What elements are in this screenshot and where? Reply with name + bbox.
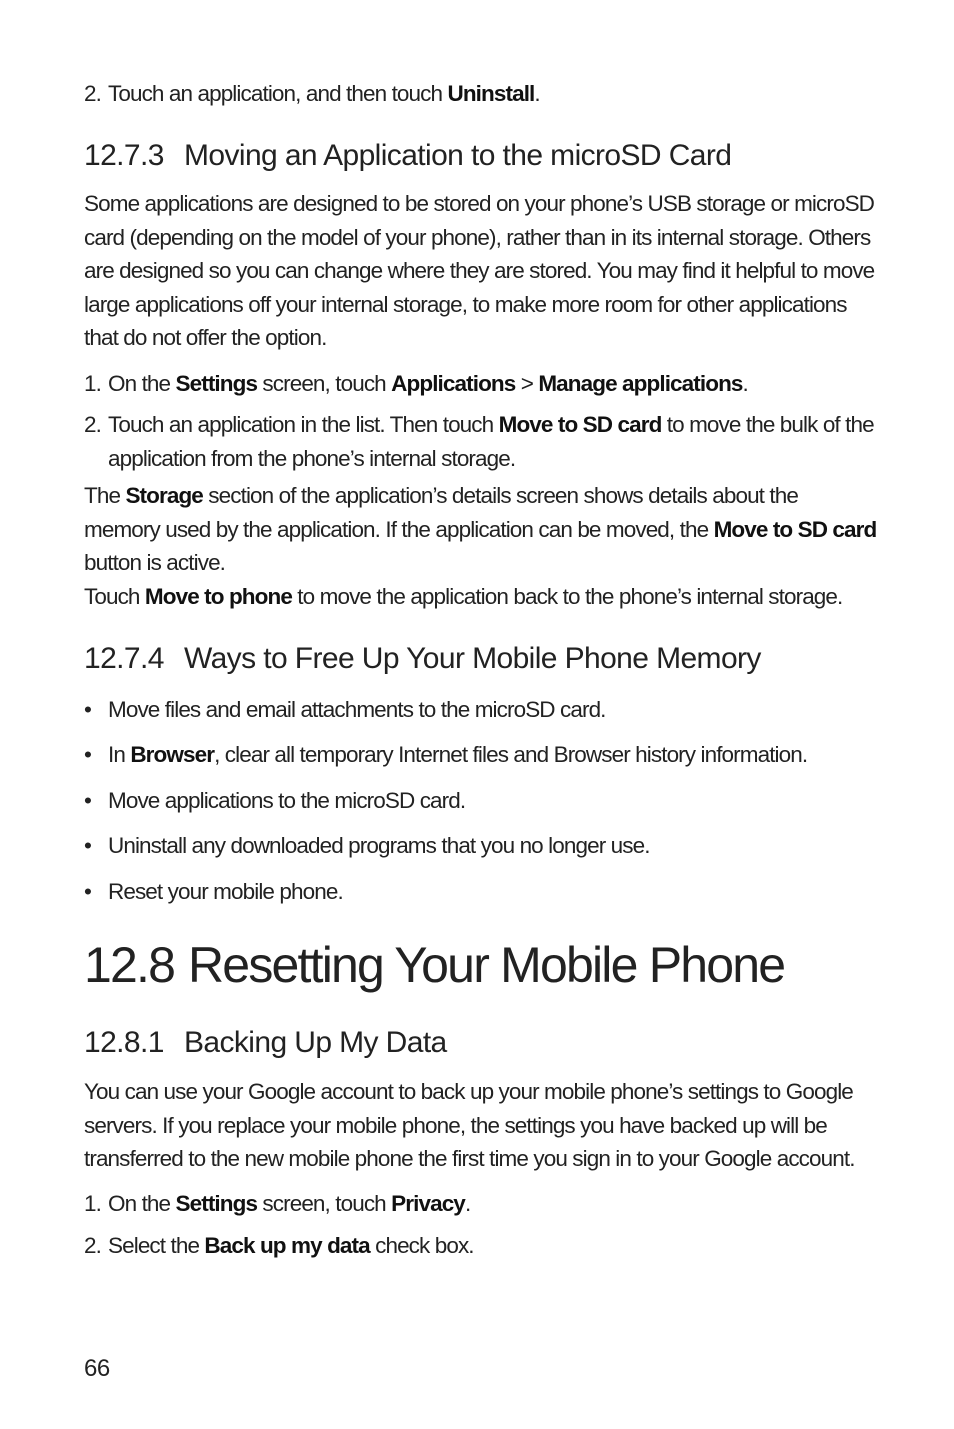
move-to-phone-paragraph: Touch Move to phone to move the application back to the phone’s internal storage. — [84, 584, 843, 609]
uninstall-term: Uninstall — [447, 81, 535, 106]
step-text: On the Settings screen, touch Privacy. — [108, 1191, 471, 1216]
step-text: Touch an application in the list. Then touch Move to SD card to move the bulk of the application from the phone’s internal storage. — [108, 412, 874, 471]
move-to-phone-term: Move to phone — [144, 584, 292, 609]
intro-paragraph: Some applications are designed to be stored on your phone’s USB storage or microSD card (depending on the model of your phone), rather than in its internal storage. Others are designed so you can change where they are stored. You may find it helpful to move large applications off your internal storage, to make more room for other applications that do not offer the option. — [84, 191, 875, 350]
browser-term: Browser — [130, 742, 215, 767]
bullet-icon: • — [84, 833, 91, 858]
bullet-icon: • — [84, 742, 91, 767]
move-to-sd-step — [84, 408, 884, 476]
step-text: On the Settings screen, touch Applications > Manage applications. — [108, 371, 748, 396]
step-text: Select the Back up my data check box. — [108, 1233, 474, 1258]
settings-term: Settings — [175, 371, 258, 396]
step-number: 2. — [84, 81, 101, 106]
page-number: 66 — [84, 1355, 110, 1382]
move-to-sd-card-term: Move to SD card — [498, 412, 662, 437]
list-item: • In Browser, clear all temporary Internet files and Browser history information. — [84, 740, 807, 770]
back-up-my-data-term: Back up my data — [204, 1233, 370, 1258]
section-title: Resetting Your Mobile Phone — [188, 937, 785, 993]
storage-term: Storage — [125, 483, 203, 508]
section-heading-12-8 — [84, 937, 784, 993]
manage-applications-term: Manage applications — [538, 371, 743, 396]
section-number: 12.7.3 — [84, 139, 164, 172]
step-text: Touch an application, and then touch Uninstall. — [108, 81, 540, 106]
settings-term: Settings — [175, 1191, 258, 1216]
section-title: Backing Up My Data — [184, 1026, 447, 1059]
backup-intro-paragraph: You can use your Google account to back up your mobile phone’s settings to Google servers. If you replace your mobile phone, the settings you have backed up will be transferred to the new mobile phone the first time you sign in to your Google account. — [84, 1079, 855, 1171]
section-number: 12.7.4 — [84, 642, 164, 675]
privacy-term: Privacy — [391, 1191, 465, 1216]
bullet-icon: • — [84, 788, 91, 813]
section-heading-12-7-4 — [84, 641, 761, 677]
applications-term: Applications — [391, 371, 516, 396]
section-number: 12.8 — [84, 937, 175, 993]
storage-paragraph: The Storage section of the application’s details screen shows details about the memory used by the application. If the application can be moved, the Move to SD card button is active. — [84, 483, 877, 575]
step-number: 2. — [84, 1233, 101, 1258]
backup-checkbox-step — [84, 1229, 884, 1263]
manage-applications-step — [84, 367, 884, 401]
step-number: 1. — [84, 1191, 101, 1216]
section-number: 12.8.1 — [84, 1026, 164, 1059]
move-to-sd-card-term: Move to SD card — [713, 516, 877, 542]
step-number: 1. — [84, 371, 101, 396]
list-item: • Move files and email attachments to the microSD card. — [84, 695, 606, 725]
privacy-step — [84, 1187, 884, 1221]
list-item: • Move applications to the microSD card. — [84, 786, 465, 816]
section-heading-12-8-1 — [84, 1025, 447, 1061]
list-item: • Uninstall any downloaded programs that you no longer use. — [84, 831, 650, 861]
step-number: 2. — [84, 412, 101, 437]
section-title: Ways to Free Up Your Mobile Phone Memory — [184, 642, 761, 675]
bullet-icon: • — [84, 879, 91, 904]
bullet-icon: • — [84, 697, 91, 722]
section-title: Moving an Application to the microSD Card — [184, 139, 732, 172]
uninstall-step — [84, 77, 884, 111]
section-heading-12-7-3 — [84, 138, 731, 174]
list-item: • Reset your mobile phone. — [84, 877, 343, 907]
